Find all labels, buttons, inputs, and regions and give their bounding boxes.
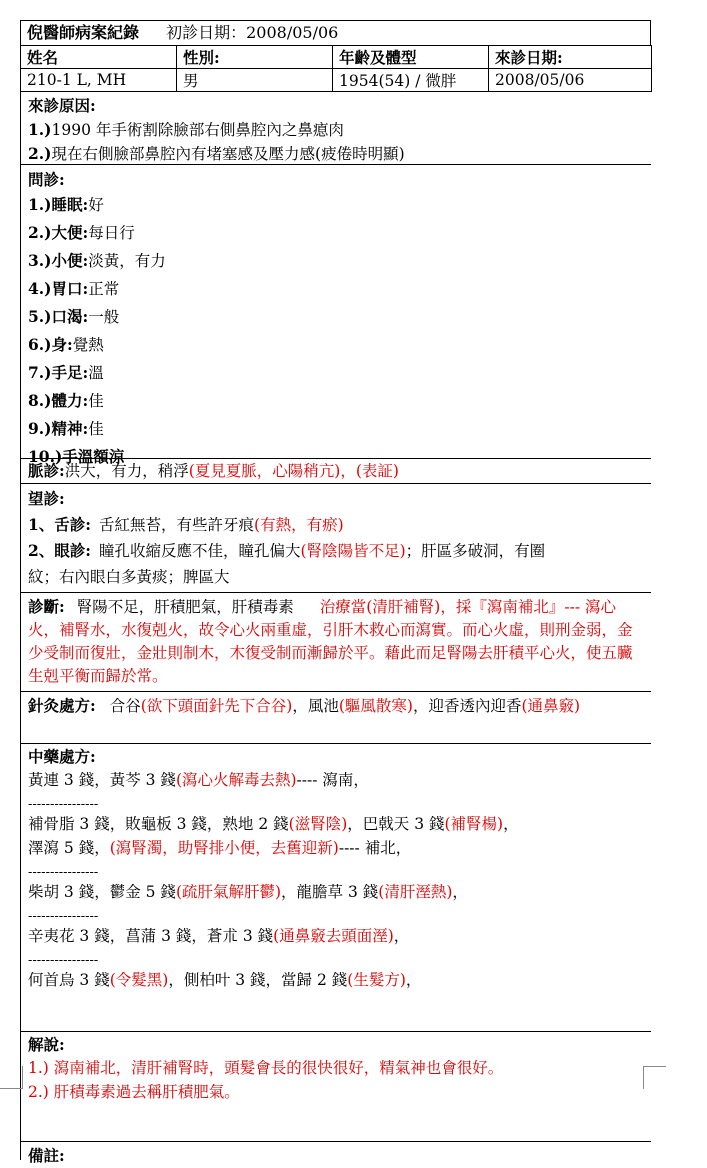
val-name: 210-1 L, MH <box>21 69 177 92</box>
crop-mark-right <box>643 1066 666 1089</box>
tongue-line: 1、舌診: 舌紅無苔，有些許牙痕(有熱，有瘀) <box>28 515 344 534</box>
patient-info-table <box>20 45 652 92</box>
explanation-line-2: 2.) 肝積毒素過去稱肝積肥氣。 <box>28 1083 240 1101</box>
herbs-section <box>20 744 651 1032</box>
diagnosis-text: 診斷: 腎陽不足，肝積肥氣，肝積毒素 治療當(清肝補腎)，採『瀉南補北』--- 瀉心火，補腎水，水復剋火，故令心火兩重虛，引肝木救心而瀉實。而心火虛，則刑金弱，金少受制而復壯，金壯則制木，木復受制而漸歸於平。藉此而足腎陽去肝積平心火，使五臟生剋平衡而歸於常。 <box>28 597 633 685</box>
remarks-heading: 備註: <box>28 1146 65 1165</box>
remarks-section <box>20 1142 651 1168</box>
val-age: 1954(54) / 微胖 <box>333 69 489 92</box>
inquiry-item: 7.)手足:溫 <box>28 363 104 382</box>
herb-divider: ---------------- <box>28 953 99 968</box>
herb-divider: ---------------- <box>28 909 99 924</box>
record-title-row <box>20 20 651 45</box>
inquiry-item: 5.)口渴:一般 <box>28 307 120 326</box>
herb-group-3: 柴胡 3 錢，鬱金 5 錢(疏肝氣解肝鬱)，龍膽草 3 錢(清肝溼熱)， <box>28 883 468 901</box>
reason-line-2: 2.)現在右側臉部鼻腔內有堵塞感及壓力感(疲倦時明顯) <box>28 144 405 163</box>
case-record <box>20 20 651 1168</box>
patient-info-value-row <box>21 69 652 92</box>
reason-heading: 來診原因: <box>28 96 96 115</box>
record-title: 倪醫師病案紀錄 <box>27 23 140 42</box>
acupuncture-section <box>20 692 651 744</box>
inquiry-item: 3.)小便:淡黃，有力 <box>28 251 166 270</box>
eye-line-2: 紋；右內眼白多黃痰；脾區大 <box>28 568 230 586</box>
val-date: 2008/05/06 <box>489 69 652 92</box>
pulse-line: 脈診:洪大，有力，稍浮(夏見夏脈，心陽稍亢)，(表証) <box>28 461 399 480</box>
eye-line-1: 2、眼診: 瞳孔收縮反應不佳，瞳孔偏大(腎陰陽皆不足)；肝區多破洞，有圈 <box>28 541 546 560</box>
herb-group-4: 辛夷花 3 錢，菖蒲 3 錢，蒼朮 3 錢(通鼻竅去頭面溼)， <box>28 927 410 945</box>
inquiry-item: 2.)大便:每日行 <box>28 223 135 242</box>
inquiry-item: 4.)胃口:正常 <box>28 279 120 298</box>
inquiry-item: 6.)身:覺熱 <box>28 335 104 354</box>
inquiry-heading: 問診: <box>28 170 65 189</box>
reason-section <box>20 92 651 165</box>
explanation-section <box>20 1032 651 1142</box>
reason-line-1: 1.)1990 年手術割除臉部右側鼻腔內之鼻瘜肉 <box>28 120 344 139</box>
herb-group-1: 黃連 3 錢，黃芩 3 錢(瀉心火解毒去熱)---- 瀉南， <box>28 771 369 789</box>
pulse-section <box>20 459 651 484</box>
inquiry-item: 10.)手溫額涼 <box>28 447 125 466</box>
observation-section <box>20 484 651 593</box>
herb-divider: ---------------- <box>28 797 99 812</box>
col-sex: 性別: <box>177 46 333 69</box>
acupuncture-text: 針灸處方: 合谷(欲下頭面針先下合谷)，風池(驅風散寒)，迎香透內迎香(通鼻竅) <box>28 696 581 715</box>
col-age: 年齡及體型 <box>333 46 489 69</box>
herb-group-5: 何首烏 3 錢(令髮黑)，側柏叶 3 錢，當歸 2 錢(生髮方)， <box>28 971 422 989</box>
herb-divider: ---------------- <box>28 865 99 880</box>
observation-heading: 望診: <box>28 489 65 508</box>
col-name: 姓名 <box>21 46 177 69</box>
herb-group-2a: 補骨脂 3 錢，敗龜板 3 錢，熟地 2 錢(滋腎陰)，巴戟天 3 錢(補腎楊)， <box>28 815 519 833</box>
first-visit-date: 初診日期：2008/05/06 <box>166 23 339 42</box>
diagnosis-section <box>20 593 651 692</box>
crop-mark-left <box>0 1066 23 1089</box>
val-sex: 男 <box>177 69 333 92</box>
patient-info-header-row <box>21 46 652 69</box>
inquiry-item: 1.)睡眠:好 <box>28 195 104 214</box>
inquiry-section <box>20 165 651 466</box>
explanation-heading: 解說: <box>28 1035 65 1054</box>
inquiry-list <box>28 191 651 471</box>
herb-group-2b: 澤瀉 5 錢，(瀉腎濁，助腎排小便，去舊迎新)---- 補北， <box>28 839 412 857</box>
col-date: 來診日期: <box>489 46 652 69</box>
inquiry-item: 9.)精神:佳 <box>28 419 104 438</box>
explanation-line-1: 1.) 瀉南補北，清肝補腎時，頭髮會長的很快很好，精氣神也會很好。 <box>28 1059 504 1077</box>
herbs-heading: 中藥處方: <box>28 747 96 766</box>
inquiry-item: 8.)體力:佳 <box>28 391 104 410</box>
